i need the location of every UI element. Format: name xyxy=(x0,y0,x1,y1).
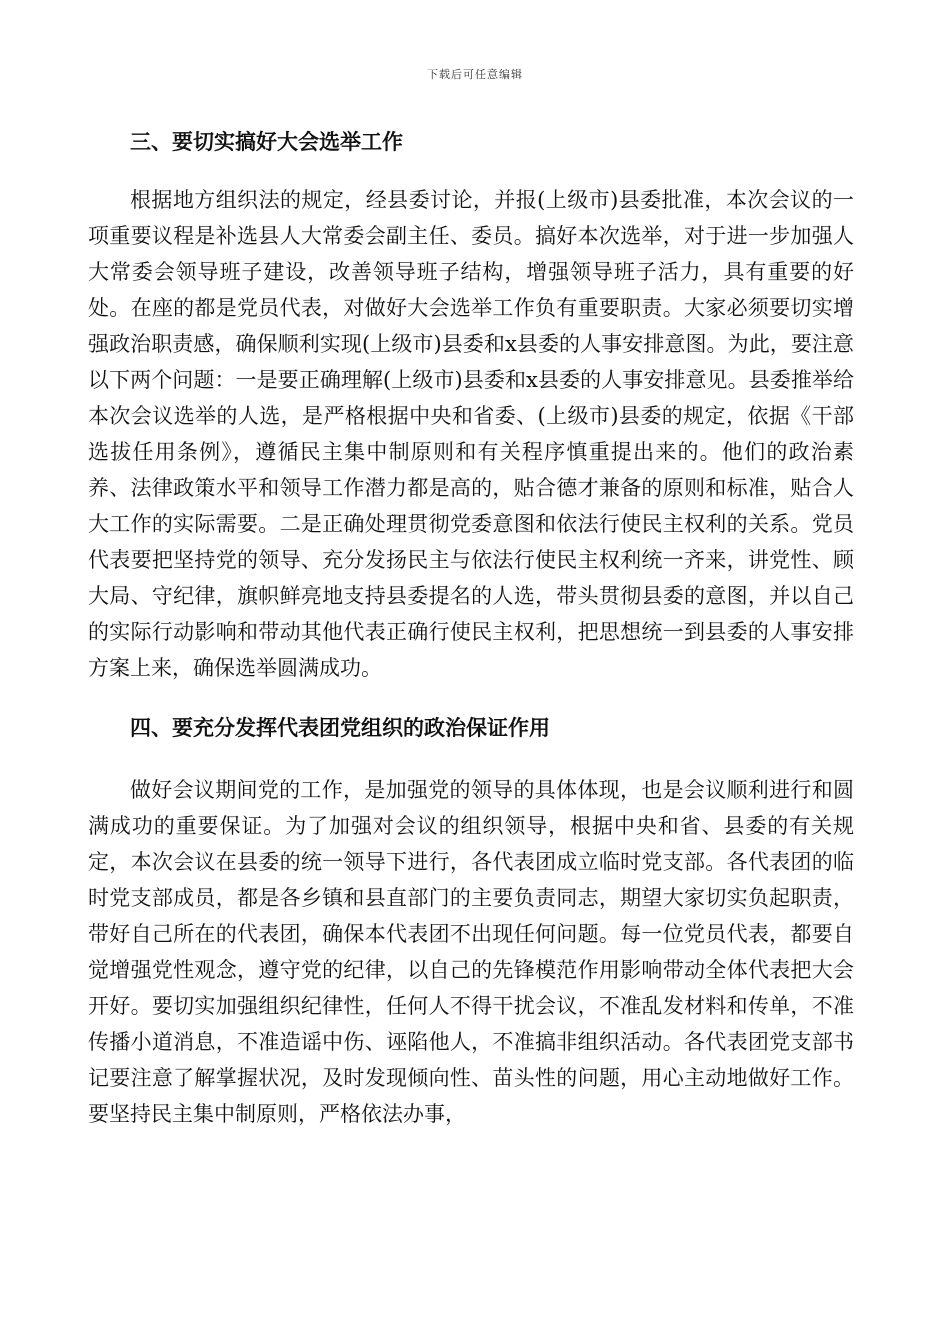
header-note: 下载后可任意编辑 xyxy=(427,68,523,81)
section-heading-4: 四、要充分发挥代表团党组织的政治保证作用 xyxy=(130,716,550,740)
section-paragraph-3: 根据地方组织法的规定，经县委讨论，并报(上级市)县委批准，本次会议的一项重要议程是补选县人大常委会副主任、委员。搞好本次选举，对于进一步加强人大常委会领导班子建设，改善领导班子结构，增强领导班子活力，具有重要的好处。在座的都是党员代表，对做好大会选举工作负有重要职责。大家必须要切实增强政治职责感，确保顺利实现(上级市)县委和x县委的人事安排意图。为此，要注意以下两个问题：一是要正确理解(上级市)县委和x县委的人事安排意见。县委推举给本次会议选举的人选，是严格根据中央和省委、(上级市)县委的规定，依据《干部选拔任用条例》，遵循民主集中制原则和有关程序慎重提出来的。他们的政治素养、法律政策水平和领导工作潜力都是高的，贴合德才兼备的原则和标准，贴合人大工作的实际需要。二是正确处理贯彻党委意图和依法行使民主权利的关系。党员代表要把坚持党的领导、充分发扬民主与依法行使民主权利统一齐来，讲党性、顾大局、守纪律，旗帜鲜亮地支持县委提名的人选，带头贯彻县委的意图，并以自己的实际行动影响和带动其他代表正确行使民主权利，把思想统一到县委的人事安排方案上来，确保选举圆满成功。 xyxy=(88,188,854,680)
section-heading-3: 三、要切实搞好大会选举工作 xyxy=(130,130,403,154)
section-paragraph-4: 做好会议期间党的工作，是加强党的领导的具体体现，也是会议顺利进行和圆满成功的重要保证。为了加强对会议的组织领导，根据中央和省、县委的有关规定，本次会议在县委的统一领导下进行，各代表团成立临时党支部。各代表团的临时党支部成员，都是各乡镇和县直部门的主要负责同志，期望大家切实负起职责，带好自己所在的代表团，确保本代表团不出现任何问题。每一位党员代表，都要自觉增强党性观念，遵守党的纪律，以自己的先锋模范作用影响带动全体代表把大会开好。要切实加强组织纪律性，任何人不得干扰会议，不准乱发材料和传单，不准传播小道消息，不准造谣中伤、诬陷他人，不准搞非组织活动。各代表团党支部书记要注意了解掌握状况，及时发现倾向性、苗头性的问题，用心主动地做好工作。要坚持民主集中制原则，严格依法办事， xyxy=(88,778,854,1126)
document-body xyxy=(88,112,854,1132)
